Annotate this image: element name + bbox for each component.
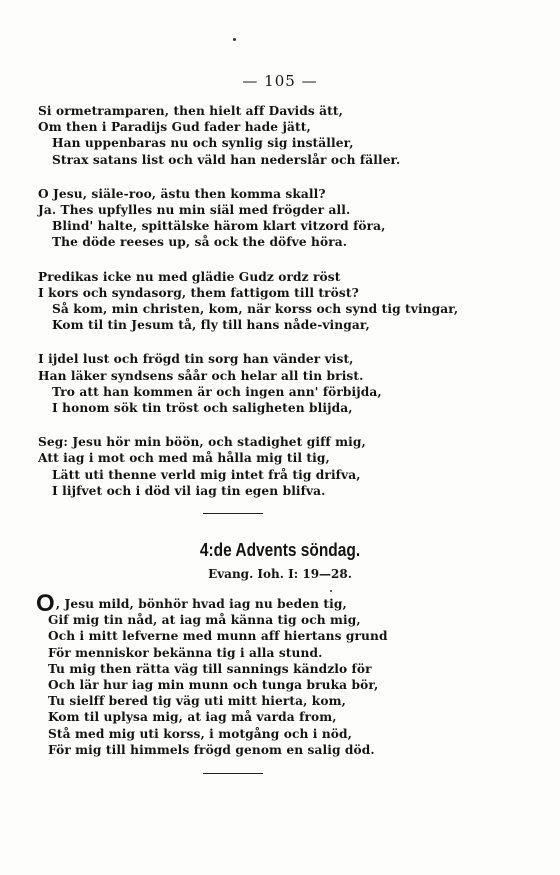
verse-line: Att iag i mot och med må hålla mig til tig, — [38, 451, 330, 466]
hymn-text — [36, 590, 536, 758]
stanza — [38, 269, 538, 334]
verse-line: Predikas icke nu med glädie Gudz ordz röst — [38, 269, 341, 284]
verse-line: O Jesu, siäle-roo, ästu then komma skall? — [38, 186, 326, 201]
section-title: 4:de Advents söndag. — [199, 540, 361, 560]
hymn-line: Tu sielff bered tig väg uti mitt hierta, kom, — [48, 694, 346, 709]
stanza — [38, 186, 538, 251]
verse-line: Om then i Paradijs Gud fader hade jätt, — [38, 120, 311, 135]
verse-line: Han läker syndsens såår och helar all tin brist. — [38, 368, 364, 383]
end-divider — [203, 773, 263, 774]
verse-line: Blind' halte, spittälske härom klart vitzord föra, — [52, 219, 386, 234]
verse-line: Han uppenbaras nu och synlig sig inställer, — [52, 136, 354, 151]
poem-stanzas — [38, 103, 538, 517]
verse-line: The döde reeses up, så ock the döfve höra. — [52, 235, 348, 250]
hymn-line: Stå med mig uti korss, i motgång och i nöd, — [48, 726, 352, 741]
verse-line: I lijfvet och i död vil iag tin egen blifva. — [52, 483, 326, 498]
hymn-line: Och i mitt lefverne med munn aff hiertans grund — [48, 629, 388, 644]
hymn-line: För mig till himmels frögd genom en salig död. — [48, 742, 375, 757]
verse-line: Så kom, min christen, kom, när korss och synd tig tvingar, — [52, 302, 459, 317]
hymn-line: Kom til uplysa mig, at iag må varda from, — [48, 710, 337, 725]
print-speck — [233, 38, 236, 41]
section-divider — [203, 513, 263, 514]
page-number: — 105 — — [242, 72, 318, 90]
hymn-line: För menniskor bekänna tig i alla stund. — [48, 645, 323, 660]
hymn-line: Och lär hur iag min munn och tunga bruka bör, — [48, 678, 379, 693]
verse-line: Seg: Jesu hör min böön, och stadighet giff mig, — [38, 435, 366, 450]
verse-line: Strax satans list och väld han nederslår och fäller. — [52, 152, 401, 167]
hymn-first-line — [36, 590, 536, 617]
hymn-line: Tu mig then rätta väg till sannings kändzlo för — [48, 661, 372, 676]
hymn-line: Gif mig tin nåd, at iag må känna tig och mig, — [48, 613, 361, 628]
stanza — [38, 103, 538, 168]
verse-line: I honom sök tin tröst och saligheten blijda, — [52, 401, 353, 416]
print-speck — [330, 590, 332, 592]
hymn-first-line-text: , Jesu mild, bönhör hvad iag nu beden tig, — [55, 597, 347, 611]
gospel-reference: Evang. Ioh. I: 19—28. — [208, 567, 352, 581]
verse-line: I kors och syndasorg, them fattigom till tröst? — [38, 285, 359, 300]
drop-initial: O — [36, 590, 55, 617]
verse-line: Tro att han kommen är och ingen ann' förbijda, — [52, 384, 382, 399]
verse-line: Lätt uti thenne verld mig intet frå tig drifva, — [52, 467, 361, 482]
verse-line: Ja. Thes upfylles nu min siäl med frögder all. — [38, 203, 351, 218]
verse-line: I ijdel lust och frögd tin sorg han vänder vist, — [38, 352, 354, 367]
stanza — [38, 351, 538, 416]
verse-line: Si ormetramparen, then hielt aff Davids ätt, — [38, 104, 343, 118]
verse-line: Kom til tin Jesum tå, fly till hans nåde-vingar, — [52, 318, 370, 333]
stanza — [38, 434, 538, 499]
